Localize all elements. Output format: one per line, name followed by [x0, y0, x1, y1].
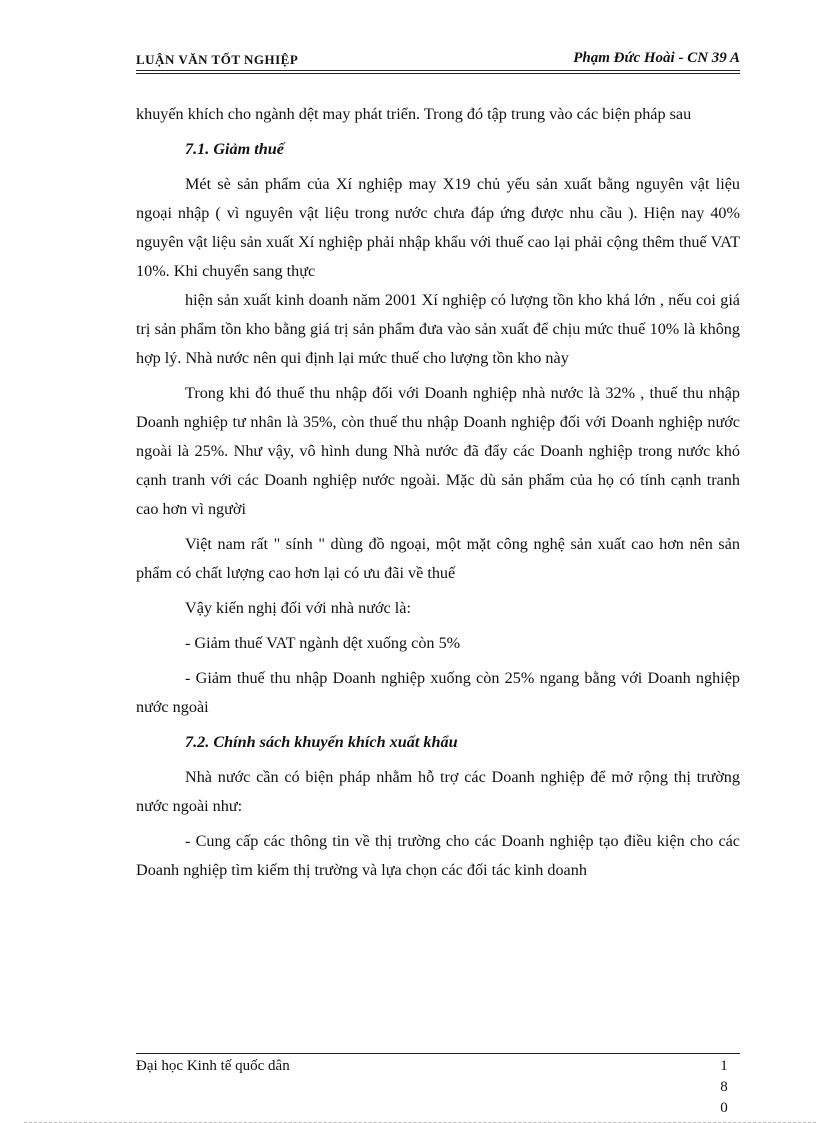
page-number-digit: 0 [720, 1100, 728, 1116]
footer-divider [136, 1053, 740, 1054]
bullet-vat: - Giảm thuế VAT ngành dệt xuống còn 5% [185, 634, 461, 652]
header-divider [136, 70, 740, 74]
paragraph-income-tax: Trong khi đó thuế thu nhập đối với Doanh nghiệp nhà nước là 32% , thuế thu nhập Doanh nghiệp tư nhân là 35%, còn thuế thu nhập Doanh nghiệp đối với Doanh nghiệp nước ngoài là 25%. Như vậy, vô hình dung Nhà nước đã đẩy các Doanh nghiệp trong nước khó cạnh tranh với các Doanh nghiệp nước ngoài. Mặc dù sản phẩm của họ có tính cạnh tranh cao hơn vì người [136, 384, 740, 518]
page-number-digit: 1 [720, 1058, 728, 1074]
page-body [136, 100, 740, 885]
section-heading-7-2: 7.2. Chính sách khuyến khích xuất khẩu [185, 733, 458, 751]
header-title: LUẬN VĂN TỐT NGHIỆP [136, 52, 299, 67]
paragraph-inventory: hiện sản xuất kinh doanh năm 2001 Xí nghiệp có lượng tồn kho khá lớn , nếu coi giá trị sản phẩm tồn kho bằng giá trị sản phẩm đưa vào sản xuất để chịu mức thuế 10% là không hợp lý. Nhà nước nên qui định lại mức thuế cho lượng tồn kho này [136, 291, 740, 367]
section-heading-7-1: 7.1. Giảm thuế [185, 140, 284, 158]
header-author: Phạm Đức Hoài - CN 39 A [573, 50, 740, 66]
paragraph-recommendation-intro: Vậy kiến nghị đối với nhà nước là: [185, 599, 411, 617]
bullet-market-info: - Cung cấp các thông tin về thị trường cho các Doanh nghiệp tạo điều kiện cho các Doanh nghiệp tìm kiếm thị trường và lựa chọn các đối tác kinh doanh [136, 832, 740, 879]
paragraph-foreign-preference: Việt nam rất " sính " dùng đồ ngoại, một mặt công nghệ sản xuất cao hơn nên sản phẩm có chất lượng cao hơn lại có ưu đãi về thuế [136, 535, 740, 582]
paragraph-imported-materials: Mét sè sản phẩm của Xí nghiệp may X19 chủ yếu sản xuất bằng nguyên vật liệu ngoại nhập ( vì nguyên vật liệu trong nước chưa đáp ứng được nhu cầu ). Hiện nay 40% nguyên vật liệu sản xuất Xí nghiệp phải nhập khẩu với thuế cao lại phải cộng thêm thuế VAT 10%. Khi chuyển sang thực [136, 175, 740, 280]
paragraph-export-support: Nhà nước cần có biện pháp nhằm hỗ trợ các Doanh nghiệp để mở rộng thị trường nước ngoài như: [136, 768, 740, 815]
paragraph-continuation: khuyến khích cho ngành dệt may phát triển. Trong đó tập trung vào các biện pháp sau [136, 105, 692, 123]
footer-university: Đại học Kinh tế quốc dân [136, 1058, 290, 1074]
page-number-digit: 8 [720, 1079, 728, 1095]
bullet-income-tax: - Giảm thuế thu nhập Doanh nghiệp xuống còn 25% ngang bằng với Doanh nghiệp nước ngoài [136, 669, 740, 716]
page-number [717, 1056, 731, 1119]
